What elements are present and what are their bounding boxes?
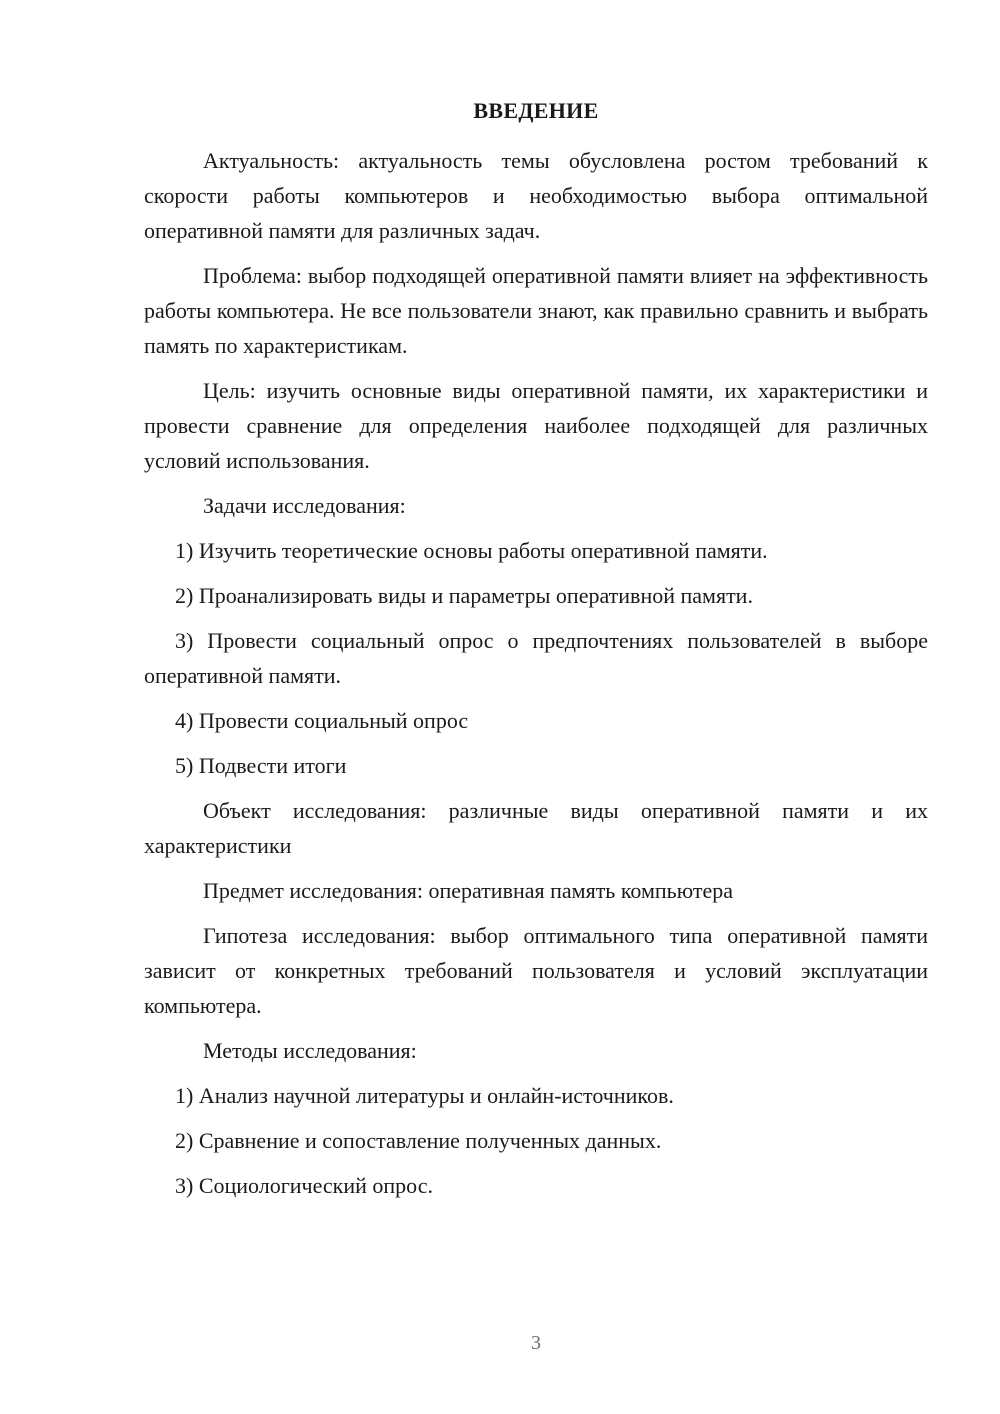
- task-item: 5) Подвести итоги: [175, 753, 347, 778]
- page-title: ВВЕДЕНИЕ: [473, 98, 599, 123]
- document-page: [144, 95, 928, 1213]
- paragraph-relevance: Актуальность: актуальность темы обусловлена ростом требований к скорости работы компьютеров и необходимостью выбора оптимальной оперативной памяти для различных задач.: [144, 148, 928, 243]
- page-number: 3: [531, 1332, 541, 1354]
- task-item: 4) Провести социальный опрос: [175, 708, 469, 733]
- task-item: 2) Проанализировать виды и параметры оперативной памяти.: [175, 583, 753, 608]
- paragraph-tasks-heading: Задачи исследования:: [203, 493, 406, 518]
- method-item: 3) Социологический опрос.: [175, 1173, 433, 1198]
- method-item: 1) Анализ научной литературы и онлайн-источников.: [175, 1083, 674, 1108]
- paragraph-methods-heading: Методы исследования:: [203, 1038, 417, 1063]
- paragraph-subject: Предмет исследования: оперативная память компьютера: [203, 878, 734, 903]
- task-item: 1) Изучить теоретические основы работы оперативной памяти.: [175, 538, 768, 563]
- method-item: 2) Сравнение и сопоставление полученных данных.: [175, 1128, 662, 1153]
- task-item: 3) Провести социальный опрос о предпочтениях пользователей в выборе оперативной памяти.: [144, 628, 928, 688]
- paragraph-goal: Цель: изучить основные виды оперативной памяти, их характеристики и провести сравнение для определения наиболее подходящей для различных условий использования.: [144, 378, 928, 473]
- paragraph-object: Объект исследования: различные виды оперативной памяти и их характеристики: [144, 798, 928, 858]
- paragraph-problem: Проблема: выбор подходящей оперативной памяти влияет на эффективность работы компьютера. Не все пользователи знают, как правильно сравнить и выбрать память по характеристикам.: [144, 263, 928, 358]
- paragraph-hypothesis: Гипотеза исследования: выбор оптимального типа оперативной памяти зависит от конкретных требований пользователя и условий эксплуатации компьютера.: [144, 923, 928, 1018]
